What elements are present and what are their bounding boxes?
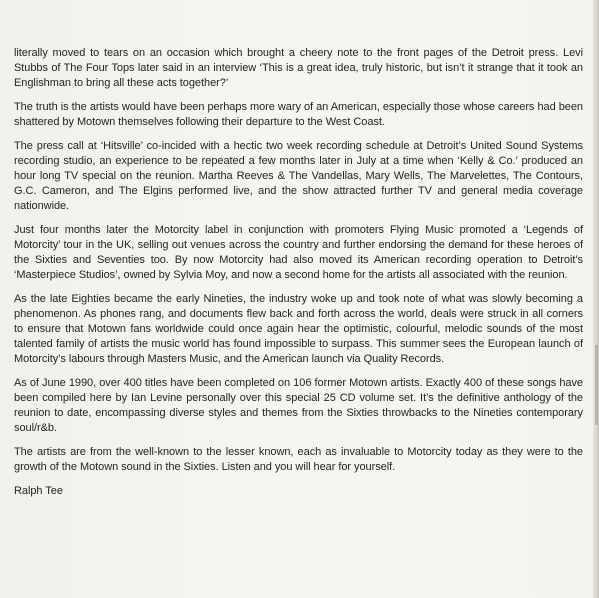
paragraph-4: Just four months later the Motorcity label in conjunction with promoters Flying Music promoted a ‘Legends of Motorcity’ tour in the UK, selling out venues across the country and further endorsing the demand for these heroes of the Sixties and Seventies too. By now Motorcity had also moved its American recording operation to Detroit’s ‘Masterpiece Studios’, owned by Sylvia Moy, and now a second home for the artists all associated with the reunion.: [14, 224, 583, 281]
author-signature: Ralph Tee: [14, 485, 63, 497]
paragraph-2: The truth is the artists would have been perhaps more wary of an American, especially those whose careers had been shattered by Motown themselves following their departure to the West Coast.: [14, 101, 583, 128]
paragraph-6: As of June 1990, over 400 titles have been completed on 106 former Motown artists. Exactly 400 of these songs have been compiled here by Ian Levine personally over this special 25 CD volume set. It’s the definitive anthology of the reunion to date, encompassing diverse styles and themes from the Sixties throwbacks to the Nineties contemporary soul/r&b.: [14, 377, 583, 434]
edge-mark: [595, 345, 598, 425]
article-body: [14, 46, 583, 508]
paragraph-1: literally moved to tears on an occasion which brought a cheery note to the front pages of the Detroit press. Levi Stubbs of The Four Tops later said in an interview ‘This is a great idea, truly historic, but isn’t it strange that it took an Englishman to bring all these acts together?’: [14, 47, 583, 89]
booklet-edge: [593, 0, 599, 598]
paragraph-5: As the late Eighties became the early Nineties, the industry woke up and took note of what was slowly becoming a phenomenon. As phones rang, and documents flew back and forth across the world, deals were struck in all corners to ensure that Motown fans worldwide could once again hear the optimistic, colourful, melodic sounds of the most talented family of artists the music world has found impossible to surpass. This summer sees the European launch of Motorcity’s labours through Masters Music, and the American launch via Quality Records.: [14, 293, 583, 365]
paragraph-3: The press call at ‘Hitsville’ co-incided with a hectic two week recording schedule at Detroit’s United Sound Systems recording studio, an experience to be repeated a few months later in July at a time when ‘Kelly & Co.’ produced an hour long TV special on the reunion. Martha Reeves & The Vandellas, Mary Wells, The Marvelettes, The Contours, G.C. Cameron, and The Elgins performed live, and the show attracted further TV and general media coverage nationwide.: [14, 140, 583, 212]
paragraph-7: The artists are from the well-known to the lesser known, each as invaluable to Motorcity today as they were to the growth of the Motown sound in the Sixties. Listen and you will hear for yourself.: [14, 446, 583, 473]
